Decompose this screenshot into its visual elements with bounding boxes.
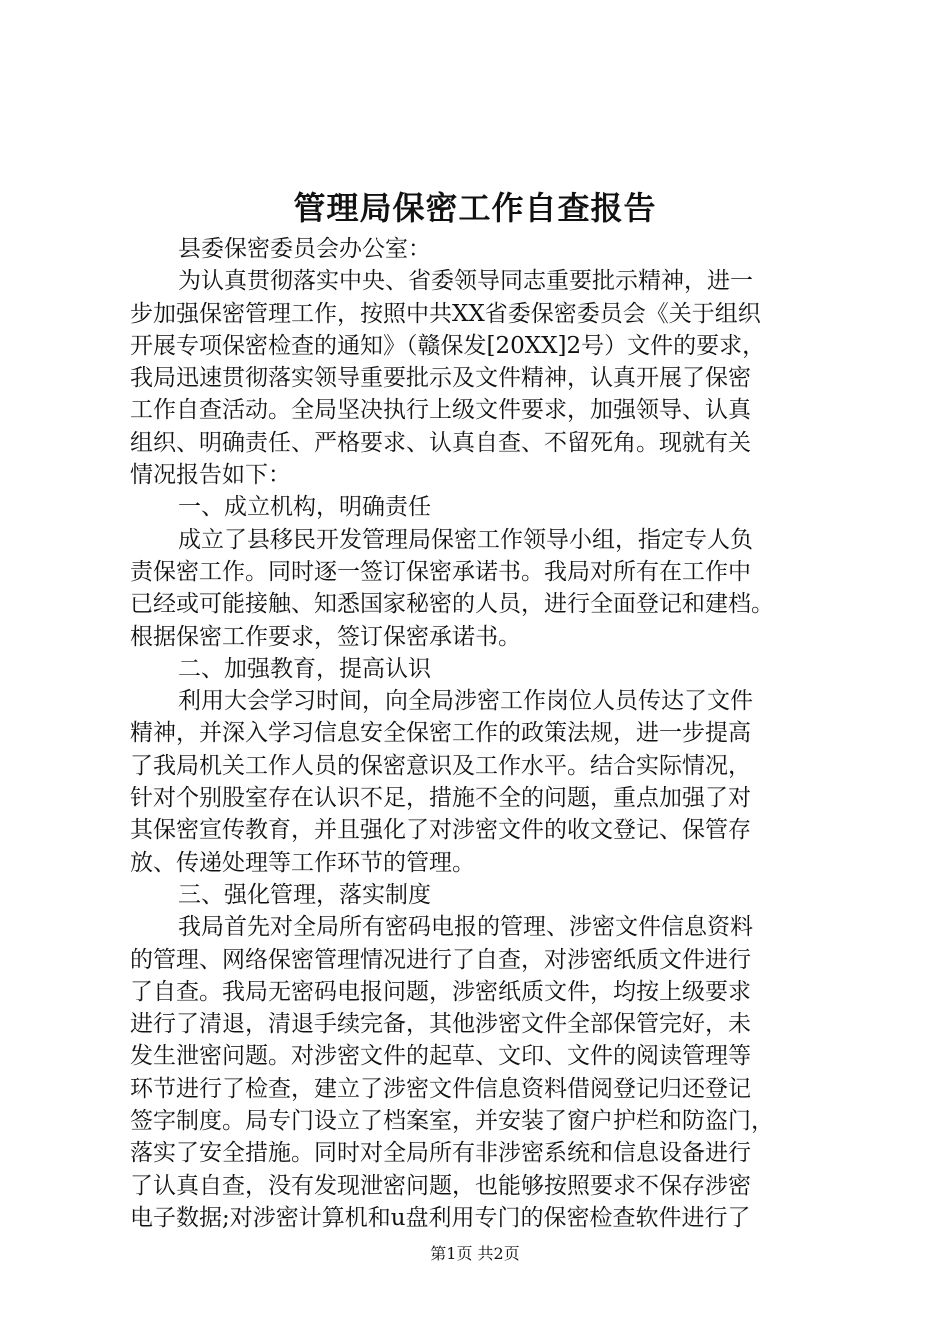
body-line: 落实了安全措施。同时对全局所有非涉密系统和信息设备进行 (130, 1140, 751, 1167)
body-line: 为认真贯彻落实中央、省委领导同志重要批示精神，进一 (178, 268, 753, 295)
body-line: 二、加强教育，提高认识 (178, 655, 431, 682)
document-title: 管理局保密工作自查报告 (293, 189, 657, 227)
body-line: 成立了县移民开发管理局保密工作领导小组，指定专人负 (178, 526, 753, 553)
body-line: 发生泄密问题。对涉密文件的起草、文印、文件的阅读管理等 (130, 1043, 751, 1070)
body-line: 进行了清退，清退手续完备，其他涉密文件全部保管完好，未 (130, 1011, 751, 1038)
body-line: 步加强保密管理工作，按照中共XX省委保密委员会《关于组织 (130, 300, 761, 327)
body-line: 精神，并深入学习信息安全保密工作的政策法规，进一步提高 (130, 720, 751, 747)
page-footer: 第1页 共2页 (430, 1244, 520, 1263)
body-line: 电子数据;对涉密计算机和u盘利用专门的保密检查软件进行了 (130, 1204, 751, 1231)
document-body (130, 233, 830, 1234)
body-line: 了我局机关工作人员的保密意识及工作水平。结合实际情况， (130, 752, 751, 779)
body-line: 责保密工作。同时逐一签订保密承诺书。我局对所有在工作中 (130, 558, 751, 585)
body-line: 开展专项保密检查的通知》（赣保发[20XX]2号）文件的要求， (130, 332, 766, 359)
body-line: 利用大会学习时间，向全局涉密工作岗位人员传达了文件 (178, 688, 753, 715)
body-line: 一、成立机构，明确责任 (178, 494, 431, 521)
body-line: 县委保密委员会办公室： (178, 236, 431, 262)
body-line: 的管理、网络保密管理情况进行了自查，对涉密纸质文件进行 (130, 946, 751, 973)
body-line: 我局首先对全局所有密码电报的管理、涉密文件信息资料 (178, 914, 753, 941)
body-line: 放、传递处理等工作环节的管理。 (130, 849, 475, 876)
body-line: 针对个别股室存在认识不足，措施不全的问题，重点加强了对 (130, 785, 751, 812)
body-line: 了自查。我局无密码电报问题，涉密纸质文件，均按上级要求 (130, 978, 751, 1005)
body-line: 情况报告如下： (130, 462, 291, 489)
body-line: 根据保密工作要求，签订保密承诺书。 (130, 623, 521, 650)
body-line: 组织、明确责任、严格要求、认真自查、不留死角。现就有关 (130, 429, 751, 456)
body-line: 其保密宣传教育，并且强化了对涉密文件的收文登记、保管存 (130, 817, 751, 844)
body-line: 工作自查活动。全局坚决执行上级文件要求，加强领导、认真 (130, 397, 751, 424)
body-line: 三、强化管理，落实制度 (178, 881, 431, 908)
body-line: 环节进行了检查，建立了涉密文件信息资料借阅登记归还登记 (130, 1075, 751, 1102)
body-line: 签字制度。局专门设立了档案室，并安装了窗户护栏和防盗门， (130, 1108, 774, 1135)
body-line: 我局迅速贯彻落实领导重要批示及文件精神，认真开展了保密 (130, 365, 751, 392)
body-line: 已经或可能接触、知悉国家秘密的人员，进行全面登记和建档。 (130, 591, 774, 618)
body-line: 了认真自查，没有发现泄密问题，也能够按照要求不保存涉密 (130, 1172, 751, 1199)
